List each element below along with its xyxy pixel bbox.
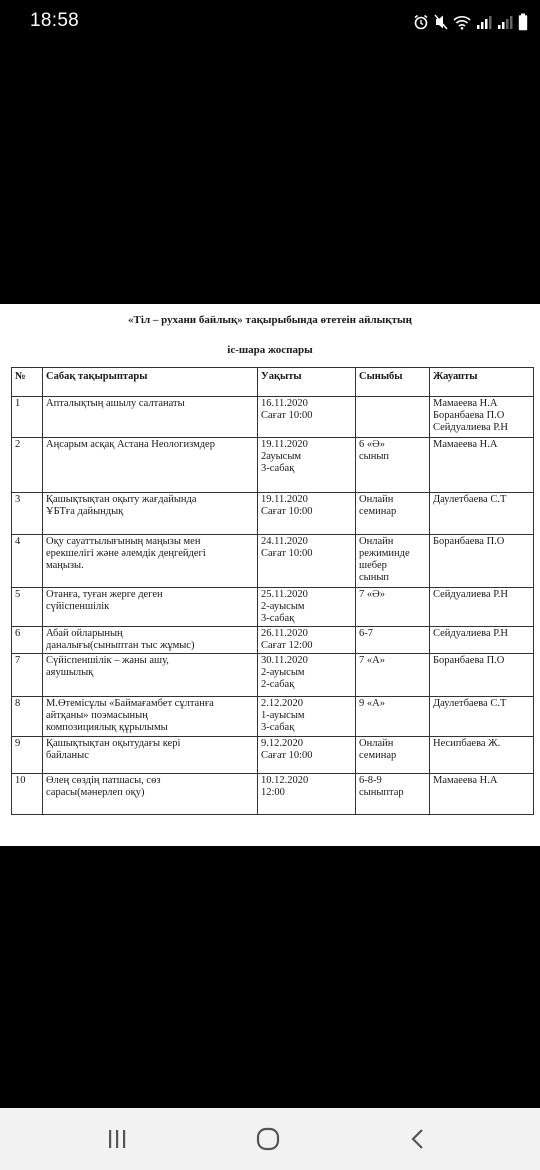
cell-responsible-line: Боранбаева П.О [433,536,505,547]
cell-grade [356,654,430,697]
cell-topic-line: байланыс [46,750,89,761]
cell-topic [43,438,258,493]
cell-number: 10 [12,774,43,815]
cell-grade-line: режиминде [359,548,410,559]
cell-topic-line: Абай ойларының [46,628,123,639]
cell-time [258,535,356,588]
cell-time-line: 30.11.2020 [261,655,308,666]
cell-responsible-line: Мамаеева Н.А [433,439,498,450]
cell-responsible [430,535,534,588]
cell-grade [356,627,430,654]
cell-time [258,397,356,438]
cell-topic-line: Апталықтың ашылу салтанаты [46,398,185,409]
cell-time-line: Сағат 10:00 [261,750,313,761]
cell-topic-line: ҰБТға дайындық [46,506,124,517]
cell-time-line: 10.12.2020 [261,775,309,786]
cell-time-line: Сағат 10:00 [261,506,313,517]
column-header-time: Уақыты [258,368,356,397]
cell-grade [356,588,430,627]
cell-time [258,737,356,774]
cell-time-line: 24.11.2020 [261,536,308,547]
cell-topic [43,697,258,737]
table-row [12,697,534,737]
status-bar [0,0,540,44]
cell-time [258,654,356,697]
cell-responsible-line: Сейдуалиева Р.Н [433,589,508,600]
cell-responsible [430,397,534,438]
cell-time-line: 19.11.2020 [261,494,308,505]
cell-grade [356,737,430,774]
cell-number: 1 [12,397,43,438]
cell-grade-line: 6 «Ә» [359,439,385,450]
cell-time-line: Сағат 10:00 [261,410,313,421]
document-subtitle: іс-шара жоспары [227,344,313,356]
cell-grade-line: сынып [359,572,390,583]
cell-grade-line: 6-8-9 [359,775,382,786]
cell-time-line: 12:00 [261,787,285,798]
cell-number: 8 [12,697,43,737]
cell-time [258,438,356,493]
cell-time [258,588,356,627]
column-header-topic: Сабақ тақырыптары [43,368,258,397]
cell-grade-line: семинар [359,506,397,517]
cell-grade-line: сынып [359,451,390,462]
cell-topic-line: маңызы. [46,560,84,571]
cell-time [258,697,356,737]
cell-grade-line: 6-7 [359,628,373,639]
cell-responsible-line: Несипбаева Ж. [433,738,501,749]
cell-topic [43,535,258,588]
column-header-number: № [12,368,43,397]
cell-number: 9 [12,737,43,774]
cell-grade-line: 7 «Ә» [359,589,385,600]
cell-topic-line: Аңсарым асқақ Астана Неологизмдер [46,439,215,450]
cell-grade-line: Онлайн [359,494,394,505]
cell-responsible [430,654,534,697]
cell-grade [356,397,430,438]
cell-time-line: 2-ауысым [261,601,305,612]
table-row [12,588,534,627]
cell-time-line: Сағат 10:00 [261,548,313,559]
cell-time-line: 2-сабақ [261,679,295,690]
cell-topic [43,588,258,627]
table-row [12,774,534,815]
cell-responsible-line: Боранбаева П.О [433,410,505,421]
cell-grade-line: Онлайн [359,536,394,547]
column-header-responsible: Жауапты [430,368,534,397]
battery-icon [518,13,528,31]
cell-time-line: 3-сабақ [261,722,295,733]
table-body [12,397,534,815]
table-row [12,397,534,438]
cell-time-line: 2ауысым [261,451,302,462]
cell-grade-line: семинар [359,750,397,761]
table-row [12,737,534,774]
cell-topic [43,493,258,535]
cell-responsible [430,737,534,774]
cell-grade-line: шебер [359,560,387,571]
cell-time [258,493,356,535]
cell-topic [43,397,258,438]
signal-icon-2 [497,14,513,30]
cell-time-line: 26.11.2020 [261,628,308,639]
signal-icon [476,14,492,30]
cell-grade-line: 9 «А» [359,698,385,709]
table-row [12,535,534,588]
cell-grade-line: Онлайн [359,738,394,749]
cell-grade-line: 7 «А» [359,655,385,666]
cell-number: 5 [12,588,43,627]
column-header-grade: Сыныбы [356,368,430,397]
document-title: «Тіл – рухани байлық» тақырыбында өтетеін айлықтың [128,314,412,326]
table-row [12,654,534,697]
cell-number: 7 [12,654,43,697]
cell-topic-line: ерекшелігі және әлемдік деңгейдегі [46,548,206,559]
alarm-icon [413,14,429,30]
cell-time-line: Сағат 12:00 [261,640,313,651]
cell-topic [43,774,258,815]
cell-number: 4 [12,535,43,588]
mute-icon [434,14,448,30]
cell-responsible-line: Сейдуалиева Р.Н [433,422,508,433]
cell-time-line: 3-сабақ [261,613,295,624]
cell-responsible [430,438,534,493]
event-plan-table [11,367,534,815]
cell-time-line: 19.11.2020 [261,439,308,450]
cell-topic [43,627,258,654]
cell-topic-line: Отанға, туған жерге деген [46,589,163,600]
cell-grade [356,535,430,588]
cell-time-line: 9.12.2020 [261,738,303,749]
back-icon [410,1128,426,1150]
cell-time-line: 3-сабақ [261,463,295,474]
cell-responsible-line: Боранбаева П.О [433,655,505,666]
cell-time-line: 2-ауысым [261,667,305,678]
cell-responsible [430,774,534,815]
home-icon [256,1127,280,1151]
home-button[interactable] [246,1122,290,1156]
cell-time-line: 16.11.2020 [261,398,308,409]
table-row [12,493,534,535]
cell-topic-line: Қашықтықтан оқытудағы кері [46,738,181,749]
navigation-bar [0,1108,540,1170]
cell-responsible-line: Даулетбаева С.Т [433,494,507,505]
recents-icon [106,1129,128,1149]
cell-responsible [430,697,534,737]
wifi-icon [453,14,471,30]
document-image [0,304,540,846]
cell-responsible-line: Мамаеева Н.А [433,398,498,409]
cell-responsible-line: Мамаеева Н.А [433,775,498,786]
cell-grade [356,438,430,493]
cell-responsible [430,588,534,627]
table-header-row [12,368,534,397]
cell-grade [356,697,430,737]
status-time: 18:58 [30,10,80,31]
cell-topic-line: айтқаны» поэмасының [46,710,148,721]
cell-topic [43,737,258,774]
cell-grade [356,774,430,815]
cell-time [258,774,356,815]
cell-time-line: 1-ауысым [261,710,305,721]
cell-grade-line: сыныптар [359,787,404,798]
table-row [12,438,534,493]
table-row [12,627,534,654]
cell-number: 6 [12,627,43,654]
cell-time-line: 2.12.2020 [261,698,303,709]
recents-button[interactable] [95,1122,139,1156]
cell-number: 2 [12,438,43,493]
cell-topic-line: сарасы(мәнерлеп оқу) [46,787,145,798]
cell-time [258,627,356,654]
cell-topic-line: аяушылық [46,667,94,678]
cell-topic-line: Қашықтықтан оқыту жағдайында [46,494,197,505]
cell-time-line: 25.11.2020 [261,589,308,600]
cell-number: 3 [12,493,43,535]
cell-topic-line: сүйіспеншілік [46,601,110,612]
status-icons [413,12,528,32]
cell-grade [356,493,430,535]
cell-responsible-line: Даулетбаева С.Т [433,698,507,709]
cell-topic-line: Оқу сауаттылығының маңызы мен [46,536,201,547]
cell-responsible-line: Сейдуалиева Р.Н [433,628,508,639]
cell-responsible [430,493,534,535]
cell-topic [43,654,258,697]
cell-responsible [430,627,534,654]
cell-topic-line: Өлең сөздің патшасы, сөз [46,775,161,786]
back-button[interactable] [396,1122,440,1156]
cell-topic-line: Сүйіспеншілік – жаны ашу, [46,655,169,666]
cell-topic-line: даналығы(сыныптан тыс жұмыс) [46,640,195,651]
cell-topic-line: композициялық құрылымы [46,722,168,733]
cell-topic-line: М.Өтемісұлы «Баймағамбет сұлтанға [46,698,214,709]
